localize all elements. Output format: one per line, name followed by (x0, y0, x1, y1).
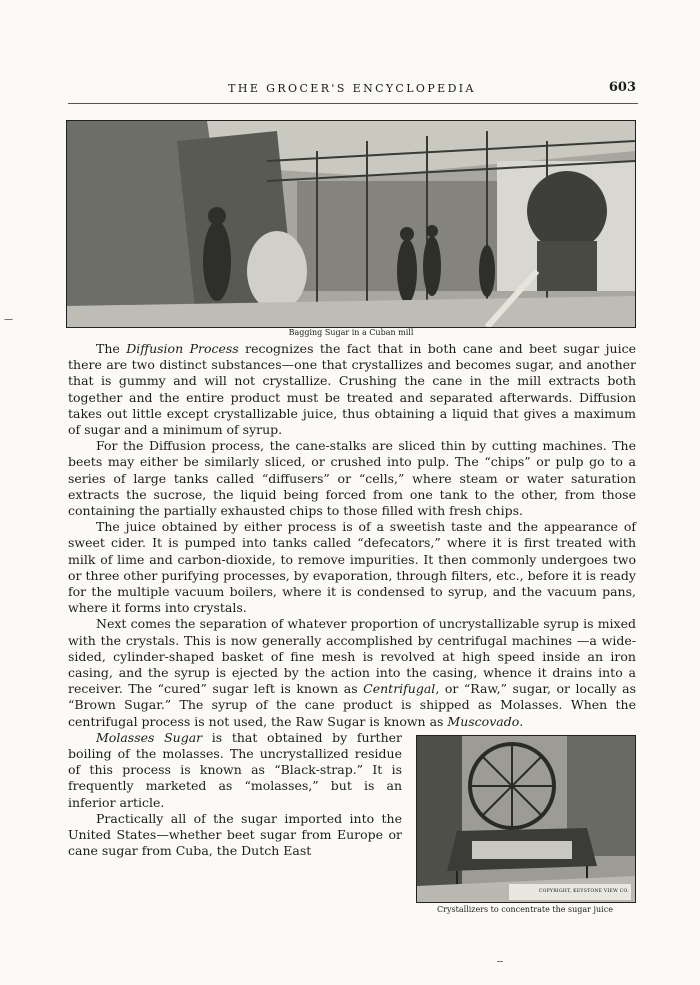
crystallizer-photo-icon (416, 735, 636, 903)
paragraph-diffusion: The Diffusion Process recognizes the fact that in both cane and beet sugar juice there are two distinct substances—one that crystallizes and becomes sugar, and another that is gummy and will not crystallize. Crushing the cane in the mill extracts both together and the entire product must be treated and separated afterwards. Diffusion takes out little except crystallizable juice, thus obtaining a liquid that gives a maximum of sugar and a minimum of syrup. (68, 341, 636, 438)
paragraph-juice: The juice obtained by either process is of a sweetish taste and the appearance of sweet cider. It is pumped into tanks called “defecators,” where it is first treated with milk of lime and carbon-dioxide, to remove impurities. It then commonly undergoes two or three other purifying processes, by evaporation, through filters, etc., before it is ready for the multiple vacuum boilers, where it is condensed to syrup, and the vacuum pans, where it forms into crystals. (68, 519, 636, 616)
side-figure-caption: Crystallizers to concentrate the sugar juice (437, 904, 613, 914)
photo-credit: COPYRIGHT, KEYSTONE VIEW CO. (509, 884, 631, 900)
paragraph-molasses: Molasses Sugar is that obtained by further boiling of the molasses. The uncrystallized residue of this process is known as “Black-strap.” It is frequently marketed as “molasses,” but is an inferior article. (68, 729, 402, 810)
top-figure-caption: Bagging Sugar in a Cuban mill (288, 328, 414, 337)
margin-mark: — (4, 315, 13, 325)
page-number: 603 (608, 80, 636, 95)
paragraph-imports: Practically all of the sugar imported into the United States—whether beet sugar from Europe or cane sugar from Cuba, the Dutch East (68, 810, 402, 859)
running-head (68, 80, 636, 102)
paragraph-diffusion-process: For the Diffusion process, the cane-stalks are sliced thin by cutting machines. The beets may either be similarly sliced, or crushed into pulp. The “chips” or pulp go to a series of large tanks called “diffusers” or “cells,” where steam or water saturation extracts the sucrose, the liquid being forced from one tank to the other, from those containing the partially exhausted chips to those filled with fresh chips. (68, 438, 636, 519)
article-body (68, 341, 636, 917)
header-rule (68, 103, 638, 104)
footer-mark (497, 961, 503, 962)
sugar-mill-photo-icon (66, 120, 636, 328)
paragraph-separation: Next comes the separation of whatever proportion of uncrystallizable syrup is mixed with the crystals. This is now generally accomplished by centrifugal machines —a wide-sided, cylinder-shaped basket of fine mesh is revolved at high speed inside an iron casing, and the syrup is ejected by the action into the casing, whence it drains into a receiver. The “cured” sugar left is known as Centrifugal, or “Raw,” sugar, or locally as “Brown Sugar.” The syrup of the cane product is shipped as Molasses. When the centrifugal process is not used, the Raw Sugar is known as Muscovado. COPYRIGHT, KEYSTONE VIEW CO. Crystallizers to concentrate the sugar juice (68, 616, 636, 729)
running-head-title: THE GROCER'S ENCYCLOPEDIA (228, 82, 476, 95)
